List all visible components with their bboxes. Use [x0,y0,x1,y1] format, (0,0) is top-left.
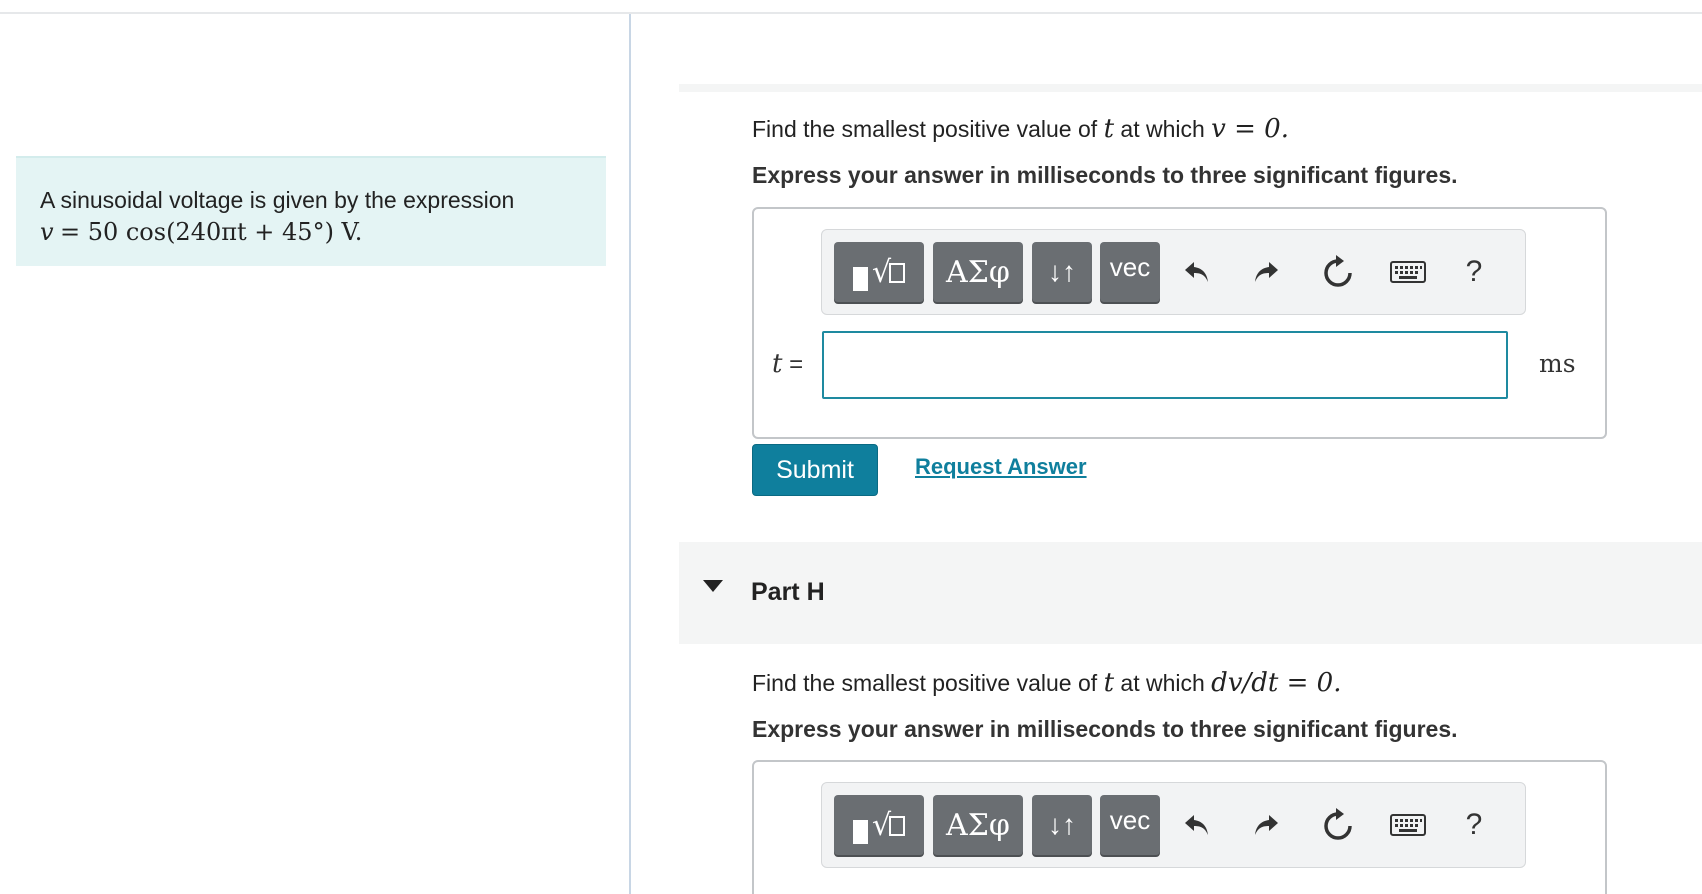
top-rule [0,0,1702,14]
part-h-prompt [752,668,1341,698]
templates-button[interactable] [834,242,924,302]
prompt-text-mid: at which [1120,116,1205,142]
part-g-answer-box [752,207,1607,439]
help-icon[interactable]: ? [1465,808,1483,841]
vector-button[interactable]: vec [1100,242,1160,302]
expr-variable: v [40,218,54,246]
arrows-button[interactable]: ↓↑ [1032,795,1092,855]
reset-icon[interactable] [1313,244,1363,300]
prompt-text-mid: at which [1120,670,1205,696]
expr-formula: = 50 cos(240πt + 45°) V. [59,218,363,246]
keyboard-icon[interactable] [1383,797,1433,853]
reset-icon[interactable] [1313,797,1363,853]
equals-sign: = [789,351,804,378]
part-h-math-toolbar [821,782,1526,868]
prompt-condition: dv/dt = 0. [1211,668,1342,698]
radical-icon: √ [872,255,905,290]
redo-icon[interactable] [1241,797,1291,853]
prompt-text: Find the smallest positive value of [752,116,1098,142]
prompt-variable: t [1103,668,1115,698]
question-area [631,14,1702,894]
undo-icon[interactable] [1172,797,1222,853]
submit-button[interactable]: Submit [752,444,878,496]
unit-label: ms [1539,349,1576,378]
variable-symbol: t [772,349,783,379]
part-h-instruction: Express your answer in milliseconds to three significant figures. [752,716,1458,742]
part-g-math-toolbar [821,229,1526,315]
intro-text: A sinusoidal voltage is given by the expression [40,187,515,213]
answer-variable-label [772,349,803,379]
problem-intro [16,156,606,266]
prompt-variable: t [1103,114,1115,144]
part-g-header-edge [679,84,1702,92]
part-h-title: Part H [751,578,825,606]
part-h-answer-box [752,760,1607,894]
vector-button[interactable]: vec [1100,795,1160,855]
greek-symbols-button[interactable]: ΑΣφ [933,242,1023,302]
undo-icon[interactable] [1172,244,1222,300]
keyboard-icon[interactable] [1383,244,1433,300]
redo-icon[interactable] [1241,244,1291,300]
part-g-prompt [752,114,1289,144]
templates-button[interactable] [834,795,924,855]
collapse-caret-icon[interactable] [703,580,723,592]
template-block-icon [853,820,868,844]
part-g-instruction: Express your answer in milliseconds to three significant figures. [752,162,1458,188]
intro-expression [40,216,582,248]
request-answer-link[interactable]: Request Answer [915,454,1087,479]
template-block-icon [853,267,868,291]
answer-input[interactable] [822,331,1508,399]
left-panel [0,14,630,894]
greek-symbols-button[interactable]: ΑΣφ [933,795,1023,855]
radical-icon: √ [872,808,905,843]
part-h-header[interactable] [679,542,1702,644]
arrows-button[interactable]: ↓↑ [1032,242,1092,302]
help-icon[interactable]: ? [1465,255,1483,288]
prompt-condition: v = 0. [1211,114,1289,144]
prompt-text: Find the smallest positive value of [752,670,1098,696]
